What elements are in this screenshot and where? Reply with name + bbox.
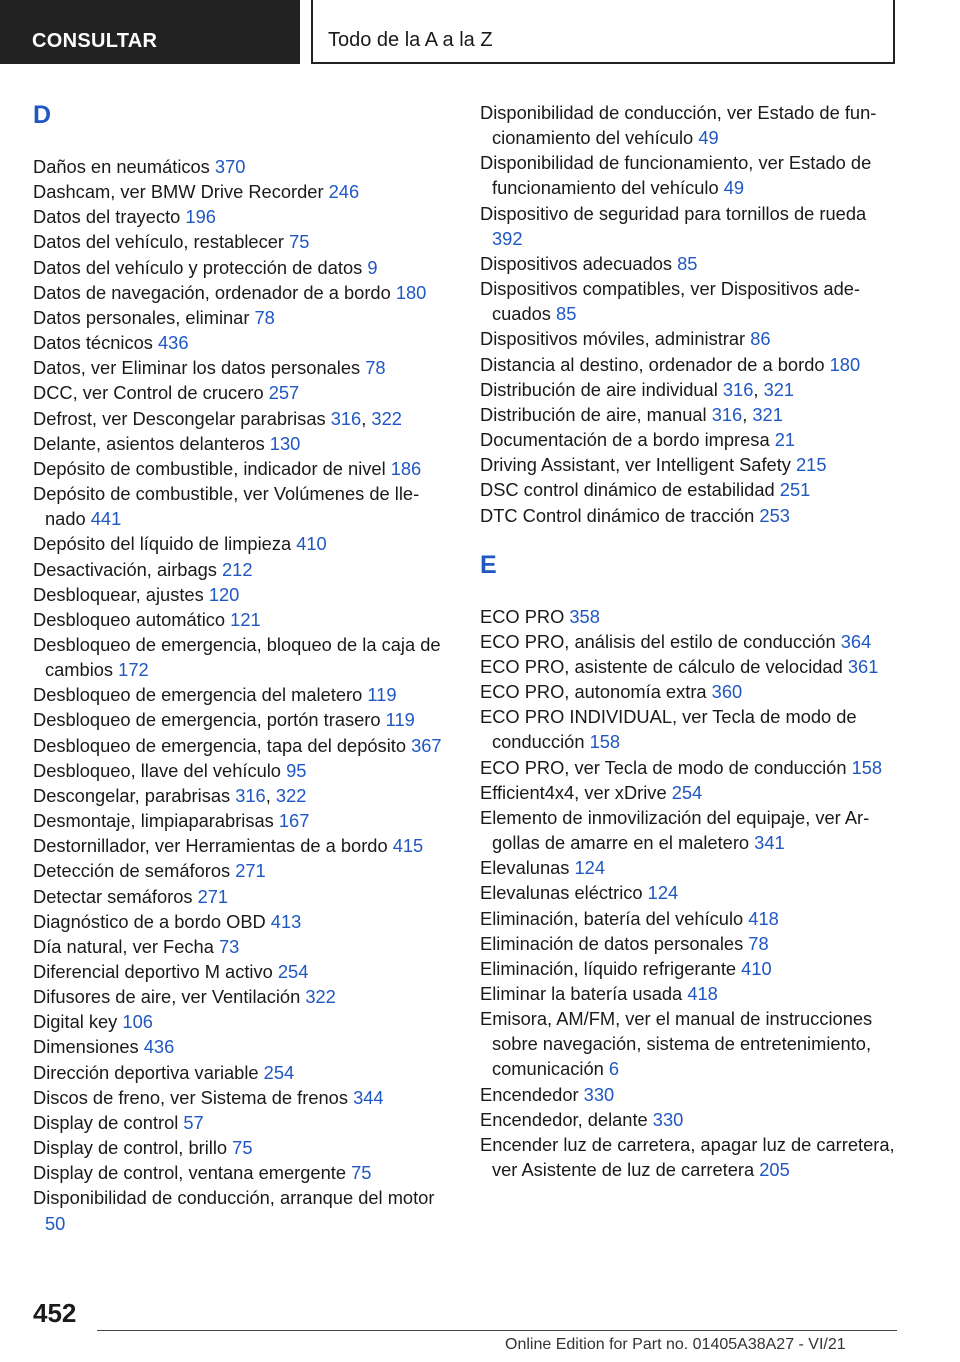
page-link[interactable]: 130 [269,432,301,454]
page-link[interactable]: 49 [723,177,745,199]
page-link[interactable]: 330 [652,1108,684,1130]
index-entry-text: Eliminar la batería usada [480,983,688,1004]
index-entry [33,1034,453,1059]
index-entry-text: Diferencial deportivo M activo [33,961,278,982]
index-letter-e: E [480,550,497,579]
page-link[interactable]: 253 [759,504,790,526]
page-link[interactable]: 341 [754,832,785,854]
index-entry [33,154,453,179]
page-link[interactable]: 321 [763,378,795,400]
index-entry [33,959,453,984]
index-entry [480,352,900,377]
index-entry-text: ECO PRO, ver Tecla de modo de conducción [480,756,852,778]
index-entry-text: Elemento de inmovilización del equipaje, ver Argollas de amarre en el maletero [480,806,870,854]
index-entry-text: Dispositivo de seguridad para tornillos de rueda [480,202,867,224]
page-link[interactable]: 316 [722,378,754,400]
page-link[interactable]: 75 [232,1137,253,1159]
index-entry-text: Dispositivos adecuados [480,252,678,274]
page-link[interactable]: 106 [122,1011,153,1033]
page-link[interactable]: 172 [118,659,149,681]
page-link[interactable]: 392 [492,227,523,249]
index-column-left [33,100,453,1236]
page-link[interactable]: 316 [711,403,743,425]
index-entry [480,755,900,780]
page-link[interactable]: 361 [847,655,879,677]
index-entry [33,833,453,858]
index-entry [480,503,900,528]
index-entry-text: Datos, ver Eliminar los datos personales [33,357,366,379]
page-link[interactable]: 251 [779,479,811,501]
index-entry-text: Dimensiones [33,1036,144,1058]
index-entry-text: Discos de freno, ver Sistema de frenos [33,1086,354,1108]
index-entry [33,380,453,405]
index-entry-text: Datos del vehículo, restablecer [33,231,290,253]
index-entry-text: Depósito del líquido de limpieza [33,533,297,555]
page-link[interactable]: 364 [840,630,872,652]
page-link[interactable]: 9 [367,256,378,278]
index-entry [33,229,453,254]
page-link[interactable]: 124 [574,857,606,879]
index-entry-text: Difusores de aire, ver Ventilación [33,986,306,1008]
page-link[interactable]: 322 [305,986,336,1008]
index-entry-text: Defrost, ver Descongelar parabrisas [33,407,331,429]
index-entry [33,481,453,531]
index-entry-text: Distancia al destino, ordenador de a bordo [480,353,830,375]
index-entry [33,1009,453,1034]
index-entry [480,150,900,200]
index-entry-text: Dashcam, ver BMW Drive Recorder [33,181,329,203]
index-entry-text: Digital key [33,1011,123,1033]
index-entry [480,629,900,654]
index-entry-text: Display de control, ventana emergente [33,1162,352,1184]
page-link[interactable]: 254 [671,781,703,803]
index-entry-text: Daños en neumáticos [33,156,215,177]
section-tab [0,0,300,64]
page-link[interactable]: 196 [185,206,216,228]
index-entry-text: ECO PRO INDIVIDUAL, ver Tecla de modo de conducción [480,706,857,753]
page-link[interactable]: 186 [390,457,422,479]
page-link[interactable]: 6 [608,1058,620,1080]
page-link[interactable]: 330 [583,1083,615,1105]
index-entry [33,557,453,582]
index-entry [480,679,900,704]
page-link[interactable]: 418 [687,983,718,1004]
index-entry-text: Elevalunas eléctrico [480,882,648,904]
index-entry [33,884,453,909]
index-entry-text: Datos de navegación, ordenador de a bordo [33,281,396,303]
index-entry [33,456,453,481]
page-link[interactable]: 158 [851,756,883,778]
page-link[interactable]: 321 [752,403,783,425]
page-link[interactable]: 410 [741,957,772,979]
index-entry [480,100,900,150]
index-entry-text: DCC, ver Control de crucero [33,382,269,404]
index-entry-text: Desbloqueo de emergencia, portón trasero [33,709,386,731]
index-entry-text: ECO PRO, análisis del estilo de conducción [480,630,841,652]
page-link[interactable]: 370 [214,156,246,177]
index-entry-text: Driving Assistant, ver Intelligent Safety [480,454,797,476]
index-entry-text: Datos del trayecto [33,206,186,228]
page-link[interactable]: 50 [45,1212,66,1234]
page-link[interactable]: 344 [353,1086,384,1108]
index-entry [480,981,900,1006]
index-entry [33,330,453,355]
page-link[interactable]: 180 [395,281,427,303]
index-entry-text: Datos personales, eliminar [33,306,255,328]
index-entry [33,909,453,934]
page-link[interactable]: 254 [277,961,309,982]
index-entry [480,1107,900,1132]
page-link[interactable]: 86 [750,328,771,350]
index-entry-text: Día natural, ver Fecha [33,935,219,957]
page-number: 452 [33,1298,77,1328]
page-link[interactable]: 119 [385,709,415,731]
index-entry [33,582,453,607]
page-link[interactable]: 119 [367,684,397,706]
page-link[interactable]: 436 [157,332,189,354]
index-entry [480,604,900,629]
index-entry-text: Documentación de a bordo impresa [480,429,775,451]
index-entry [33,858,453,883]
index-entry-text: Depósito de combustible, ver Volúmenes de llenado [33,483,420,530]
index-entry [480,780,900,805]
index-entry-text: Eliminación, líquido refrigerante [480,957,742,979]
index-entry [33,179,453,204]
page-link[interactable]: 271 [197,885,229,907]
index-entry [480,654,900,679]
page-link[interactable]: 413 [270,910,302,932]
index-entry [33,733,453,758]
page-link[interactable]: 367 [411,734,442,756]
page-link[interactable]: 441 [90,508,122,530]
index-entry-text: Dispositivos compatibles, ver Dispositivos adecuados [480,278,860,325]
index-entry-text: Dispositivos móviles, administrar [480,328,751,350]
index-entry [480,880,900,905]
page-link[interactable]: 21 [774,429,796,451]
page-link[interactable]: 95 [286,759,307,781]
index-entry [480,452,900,477]
index-entry-text: Encendedor, delante [480,1108,653,1130]
page-link[interactable]: 180 [829,353,861,375]
page-link[interactable]: 85 [556,303,577,325]
index-entry [480,276,900,326]
page-link[interactable]: 49 [698,127,719,149]
index-entry-text: Distribución de aire, manual [480,403,712,425]
page-link[interactable]: 121 [230,608,261,630]
index-entry [33,355,453,380]
index-entry [33,204,453,229]
page-link[interactable]: 254 [263,1061,295,1083]
index-entry [480,855,900,880]
index-column-right [480,100,900,1182]
index-entry-text: ECO PRO, autonomía extra [480,681,712,703]
index-entry [33,1160,453,1185]
index-entry [480,956,900,981]
page-link[interactable]: 78 [365,357,386,379]
index-entry [33,984,453,1009]
index-entry [33,934,453,959]
index-entry: Distribución de aire, manual 316, 321 [480,403,783,425]
index-entry [480,477,900,502]
index-entry [33,280,453,305]
index-entry: Distribución de aire individual 316, 321 [480,378,795,400]
index-entry-text: Datos del vehículo y protección de datos [33,256,368,278]
index-entry-text: Display de control [33,1111,184,1133]
index-entry-text: Encendedor [480,1083,584,1105]
page-link[interactable]: 73 [218,935,240,957]
index-entry-text: DTC Control dinámico de tracción [480,504,760,526]
page-link[interactable]: 316 [235,784,266,806]
footer-edition: Online Edition for Part no. 01405A38A27 - VI/21 [505,1336,846,1353]
page-link[interactable]: 316 [330,407,362,429]
index-entry [480,251,900,276]
index-entry [480,704,900,754]
index-entry [480,1132,900,1182]
section-title: CONSULTAR [32,30,158,52]
page-link[interactable]: 215 [796,454,827,476]
index-entry-text: ECO PRO [480,605,570,627]
page-link[interactable]: 167 [278,810,310,832]
index-entry [33,1085,453,1110]
index-entry: Descongelar, parabrisas 316, 322 [33,784,307,806]
index-entry [33,682,453,707]
page-link[interactable]: 418 [748,907,779,929]
index-entry [33,1110,453,1135]
index-entry-text: Destornillador, ver Herramientas de a bordo [33,835,393,857]
index-entry-text: Display de control, brillo [33,1137,233,1159]
chapter-title: Todo de la A a la Z [328,29,493,51]
index-entry-text: Datos técnicos [33,332,158,354]
page-link[interactable]: 360 [711,681,743,703]
index-entry [33,1135,453,1160]
index-entry [33,707,453,732]
index-entry-text: Efficient4x4, ver xDrive [480,781,672,803]
page-link[interactable]: 410 [296,533,327,555]
index-entry [480,1006,900,1081]
index-entry-text: DSC control dinámico de estabilidad [480,479,780,501]
index-entry [480,326,900,351]
index-entry-text: Disponibilidad de conducción, arranque del motor [33,1187,435,1209]
index-entry-text: Encender luz de carretera, apagar luz de carretera, ver Asistente de luz de carretera [480,1133,895,1181]
page-link[interactable]: 57 [183,1111,204,1133]
index-entry [33,531,453,556]
index-entry-text: Desmontaje, limpiaparabrisas [33,810,279,832]
index-entry-text: Disponibilidad de conducción, ver Estado de funcionamiento del vehículo [480,102,877,149]
index-entry-text: Desbloqueo de emergencia del maletero [33,684,368,706]
index-entry [33,1060,453,1085]
index-entry: Defrost, ver Descongelar parabrisas 316, 322 [33,407,402,429]
index-entry [33,808,453,833]
index-entry-text: Descongelar, parabrisas [33,784,236,806]
index-entry-text: Delante, asientos delanteros [33,432,270,454]
index-entry-text: Desactivación, airbags [33,558,222,580]
index-entry-text: Emisora, AM/FM, ver el manual de instrucciones sobre navegación, sistema de entretenimiento, comunicación [480,1008,873,1080]
index-entry-text: Desbloquear, ajustes [33,583,209,605]
index-entry [33,255,453,280]
index-entry-text: Elevalunas [480,857,575,879]
index-entry-text: Detección de semáforos [33,860,236,882]
page-link[interactable]: 415 [392,835,424,857]
page-link[interactable]: 257 [268,382,300,404]
index-entry-text: Detectar semáforos [33,885,198,907]
page-link[interactable]: 158 [589,731,621,753]
page-link[interactable]: 436 [143,1036,175,1058]
index-entry [480,805,900,855]
index-letter-d: D [33,101,52,129]
page-link[interactable]: 205 [759,1159,790,1181]
index-entry [480,427,900,452]
index-entry [33,758,453,783]
footer-divider [97,1330,897,1331]
index-entry-text: Eliminación, batería del vehículo [480,907,749,929]
index-entry-text: Desbloqueo, llave del vehículo [33,759,287,781]
index-entry-text: Desbloqueo de emergencia, bloqueo de la caja de cambios [33,633,441,681]
index-entry [480,1082,900,1107]
page-link[interactable]: 322 [371,407,402,429]
index-entry [480,201,900,251]
index-entry-text: Disponibilidad de funcionamiento, ver Estado de funcionamiento del vehículo [480,152,872,199]
page-link[interactable]: 75 [289,231,310,253]
index-entry [33,1185,453,1235]
index-entry-text: Desbloqueo de emergencia, tapa del depósito [33,734,412,756]
index-entry-text: ECO PRO, asistente de cálculo de velocidad [480,655,848,677]
index-entry [480,931,900,956]
index-entry-text: Eliminación de datos personales [480,932,749,954]
page-link[interactable]: 120 [208,583,240,605]
page-link[interactable]: 212 [222,558,253,580]
index-entry-text: Distribución de aire individual [480,378,723,400]
page-link[interactable]: 322 [275,784,307,806]
page-link[interactable]: 78 [748,932,769,954]
page-link[interactable]: 75 [351,1162,372,1184]
index-entry-text: Depósito de combustible, indicador de nivel [33,457,391,479]
page-link[interactable]: 271 [235,860,266,882]
index-entry [33,431,453,456]
index-entry-text: Desbloqueo automático [33,608,231,630]
page-link[interactable]: 124 [647,882,679,904]
page-link[interactable]: 358 [569,605,600,627]
header-bar [311,0,895,64]
index-entry [33,607,453,632]
index-entry [480,906,900,931]
index-entry [33,632,453,682]
page-link[interactable]: 85 [677,252,698,274]
page-link[interactable]: 78 [254,306,275,328]
page-link[interactable]: 246 [328,181,360,203]
index-entry-text: Dirección deportiva variable [33,1061,264,1083]
index-entry-text: Diagnóstico de a bordo OBD [33,910,271,932]
index-entry [33,305,453,330]
